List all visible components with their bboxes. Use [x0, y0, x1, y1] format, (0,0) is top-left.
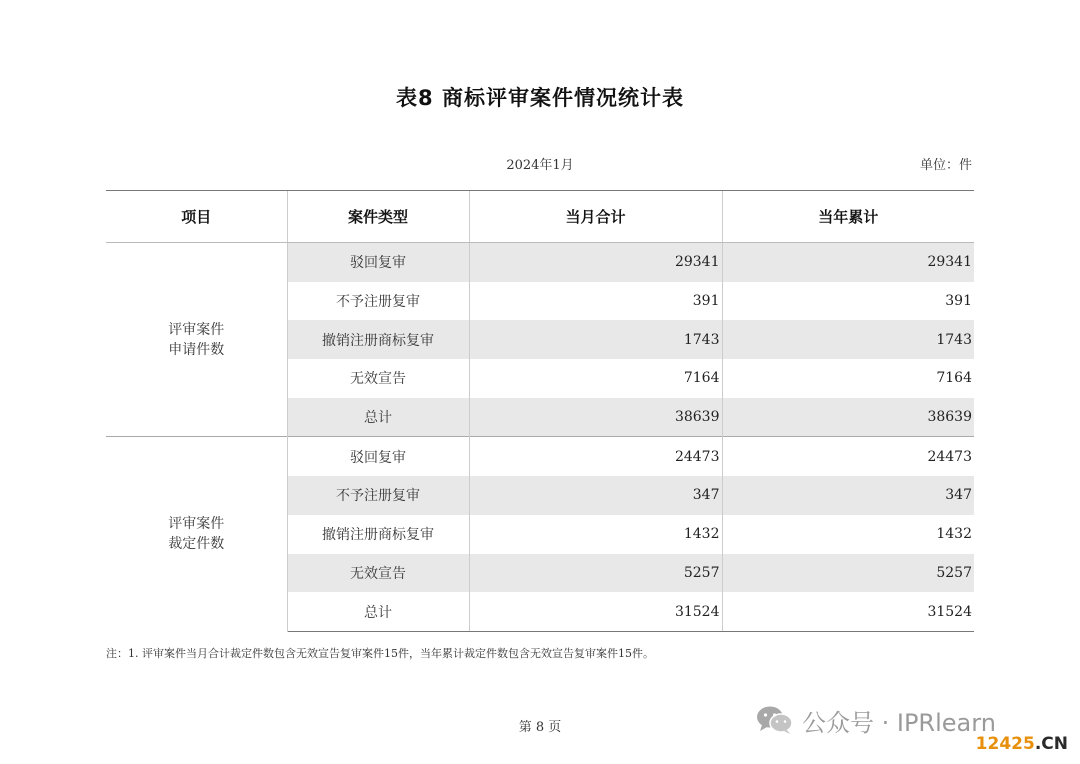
watermark-text: 公众号 · IPRlearn — [802, 708, 996, 737]
year-total-cell: 31524 — [722, 592, 974, 631]
year-total-cell: 7164 — [936, 370, 972, 387]
table-header-row — [106, 191, 974, 243]
header-case-type: 案件类型 — [287, 191, 469, 243]
group-label-rulings — [106, 437, 287, 631]
case-type-cell: 无效宣告 — [287, 359, 469, 398]
month-total-cell: 391 — [469, 282, 722, 321]
site-mark-domain: .CN — [1034, 734, 1068, 754]
statistics-table — [106, 190, 974, 632]
month-total-cell: 5257 — [469, 554, 722, 593]
year-total-cell: 29341 — [722, 243, 974, 282]
month-total-cell: 24473 — [469, 437, 722, 476]
case-type-cell: 不予注册复审 — [287, 282, 469, 321]
year-total-cell: 391 — [945, 293, 972, 310]
case-type-cell: 不予注册复审 — [287, 476, 469, 515]
case-type-cell: 撤销注册商标复审 — [287, 320, 469, 359]
group-label-line: 评审案件 — [168, 516, 225, 533]
month-total-cell: 1743 — [469, 320, 722, 359]
year-total-cell: 5257 — [722, 554, 974, 593]
case-type-cell: 无效宣告 — [287, 554, 469, 593]
case-type-cell: 总计 — [287, 592, 469, 631]
unit-label: 单位：件 — [919, 158, 972, 173]
page-title: 表8 商标评审案件情况统计表 — [396, 86, 684, 110]
year-total-cell: 1432 — [936, 526, 972, 543]
group-label-line: 申请件数 — [168, 341, 225, 358]
month-total-cell: 29341 — [469, 243, 722, 282]
site-mark — [976, 734, 1068, 754]
page-number: 第 8 页 — [518, 720, 562, 735]
table-row — [106, 437, 974, 476]
group-label-applications — [106, 243, 287, 437]
site-mark-number: 12425 — [975, 734, 1035, 754]
case-type-cell: 总计 — [287, 398, 469, 437]
case-type-cell: 撤销注册商标复审 — [287, 515, 469, 554]
wechat-icon — [756, 705, 794, 735]
footnote: 注：1. 评审案件当月合计裁定件数包含无效宣告复审案件15件，当年累计裁定件数包含无效宣告复审案件15件。 — [106, 647, 654, 660]
month-total-cell: 31524 — [469, 592, 722, 631]
year-total-cell: 24473 — [722, 437, 974, 476]
month-total-cell: 38639 — [469, 398, 722, 437]
month-total-cell: 1432 — [469, 515, 722, 554]
header-month-total: 当月合计 — [469, 191, 722, 243]
year-total-cell: 1743 — [722, 320, 974, 359]
group-label-line: 裁定件数 — [168, 536, 225, 553]
year-total-cell: 347 — [722, 476, 974, 515]
table-row — [106, 243, 974, 282]
case-type-cell: 驳回复审 — [287, 243, 469, 282]
year-total-cell: 38639 — [722, 398, 974, 437]
report-date: 2024年1月 — [506, 158, 574, 173]
header-year-total: 当年累计 — [722, 191, 974, 243]
group-label-line: 评审案件 — [168, 321, 225, 338]
header-item: 项目 — [106, 191, 287, 243]
month-total-cell: 347 — [469, 476, 722, 515]
case-type-cell: 驳回复审 — [287, 437, 469, 476]
month-total-cell: 7164 — [469, 359, 722, 398]
watermark — [756, 700, 996, 740]
